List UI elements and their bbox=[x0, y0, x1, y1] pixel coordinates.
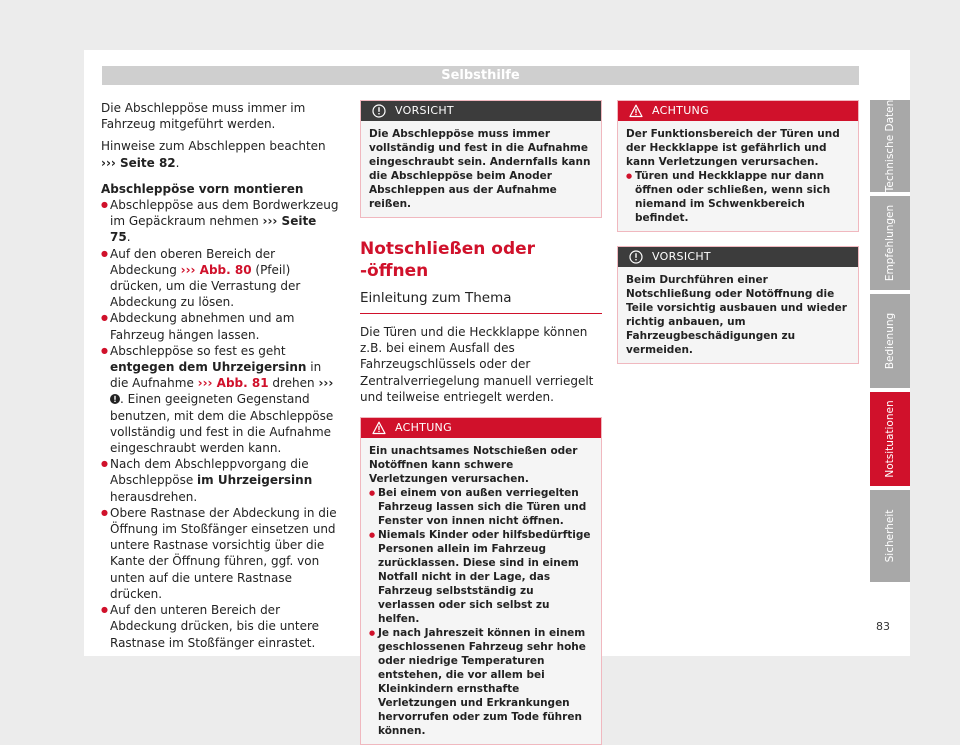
warning-header: ACHTUNG bbox=[618, 101, 858, 121]
tab-bedienung[interactable]: Bedienung bbox=[870, 294, 910, 388]
info-circle-icon bbox=[372, 104, 386, 118]
list-item: ● Auf den oberen Bereich der Abdeckung ››› Abb. 80 (Pfeil) drücken, um die Verrastung der Abdeckung zu lösen. bbox=[101, 246, 341, 311]
warning-header: ACHTUNG bbox=[361, 418, 601, 438]
subheading: Abschleppöse vorn montieren bbox=[101, 181, 304, 196]
caution-text: Die Abschleppöse muss immer vollständig und fest in die Aufnahme eingeschraubt sein. Andernfalls kann die Abschleppöse beim Anoder Abschleppen aus der Aufnahme reißen. bbox=[361, 121, 601, 217]
tab-empfehlungen[interactable]: Empfehlungen bbox=[870, 196, 910, 290]
page-header: Selbsthilfe bbox=[102, 66, 859, 85]
tab-technische-daten[interactable]: Technische Daten bbox=[870, 100, 910, 192]
tab-sicherheit[interactable]: Sicherheit bbox=[870, 490, 910, 582]
caution-header: VORSICHT bbox=[618, 247, 858, 267]
figure-reference-link[interactable]: ››› Abb. 80 bbox=[180, 262, 252, 277]
page-number: 83 bbox=[876, 620, 890, 633]
section-title: Notschließen oder -öffnen bbox=[360, 239, 536, 281]
column-middle bbox=[360, 100, 602, 745]
section-subtitle: Einleitung zum Thema bbox=[360, 289, 602, 314]
caution-box bbox=[360, 100, 602, 218]
list-item: ● Auf den unteren Bereich der Abdeckung drücken, bis die untere Rastnase im Stoßfänger einrastet. bbox=[101, 602, 341, 651]
list-item: ● Abschleppöse so fest es geht entgegen dem Uhrzeigersinn in die Aufnahme ››› Abb. 81 drehen ››› . Einen geeigneten Gegenstand benutzen, mit dem die Abschleppöse vollständig und fest in die Aufnahme eingeschraubt werden kann. bbox=[101, 343, 341, 456]
page-reference-link[interactable]: ››› Seite 82 bbox=[101, 155, 176, 170]
column-left bbox=[101, 100, 341, 651]
caution-header: VORSICHT bbox=[361, 101, 601, 121]
figure-reference-link[interactable]: ››› Abb. 81 bbox=[197, 376, 269, 391]
warning-body bbox=[618, 121, 858, 231]
warning-box bbox=[617, 100, 859, 232]
warning-text: Ein unachtsames Notschießen oder Notöffnen kann schwere Verletzungen verursachen. bbox=[369, 445, 578, 486]
paragraph: Hinweise zum Abschleppen beachten ››› Seite 82. bbox=[101, 139, 326, 170]
caution-text: Beim Durchführen einer Notschließung oder Notöffnung die Teile vorsichtig ausbauen und wieder richtig anbauen, um Fahrzeugbeschädigungen zu vermeiden. bbox=[618, 267, 858, 363]
info-circle-icon bbox=[629, 250, 643, 264]
paragraph: Die Abschleppöse muss immer im Fahrzeug mitgeführt werden. bbox=[101, 101, 306, 132]
warning-triangle-icon bbox=[629, 104, 643, 118]
warning-box bbox=[360, 417, 602, 745]
exclamation-circle-icon bbox=[110, 394, 120, 404]
page-reference-link[interactable]: ››› Seite 75 bbox=[110, 214, 317, 245]
list-item: ● Abdeckung abnehmen und am Fahrzeug hängen lassen. bbox=[101, 310, 341, 342]
list-item: ● Abschleppöse aus dem Bordwerkzeug im Gepäckraum nehmen ››› Seite 75. bbox=[101, 197, 341, 246]
warning-body bbox=[361, 438, 601, 744]
warning-bullet: ● Türen und Heckklappe nur dann öffnen oder schließen, wenn sich niemand im Schwenkbereich befindet. bbox=[626, 169, 850, 225]
tab-notsituationen[interactable]: Notsituationen bbox=[870, 392, 910, 486]
warning-bullet: ● Bei einem von außen verriegelten Fahrzeug lassen sich die Türen und Fenster von innen nicht öffnen. bbox=[369, 486, 593, 528]
list-item: ● Nach dem Abschleppvorgang die Abschleppöse im Uhrzeigersinn herausdrehen. bbox=[101, 456, 341, 505]
caution-box bbox=[617, 246, 859, 364]
list-item: ● Obere Rastnase der Abdeckung in die Öffnung im Stoßfänger einsetzen und untere Rastnase vorsichtig über die Kante der Öffnung führen, ggf. von unten auf die untere Rastnase drücken. bbox=[101, 505, 341, 602]
warning-bullet: ● Je nach Jahreszeit können in einem geschlossenen Fahrzeug sehr hohe oder niedrige Temperaturen entstehen, die vor allem bei Kleinkindern ernsthafte Verletzungen und Erkrankungen hervorrufen oder zum Tode führen können. bbox=[369, 626, 593, 738]
warning-reference-link[interactable]: ››› bbox=[110, 376, 333, 406]
column-right bbox=[617, 100, 859, 364]
warning-text: Der Funktionsbereich der Türen und der Heckklappe ist gefährlich und kann Verletzungen verursachen. bbox=[626, 128, 840, 168]
warning-triangle-icon bbox=[372, 421, 386, 435]
paragraph: Die Türen und die Heckklappe können z.B. bei einem Ausfall des Fahrzeugschlüssels oder der Zentralverriegelung manuell verriegelt und teilweise entriegelt werden. bbox=[360, 325, 594, 404]
warning-bullet: ● Niemals Kinder oder hilfsbedürftige Personen allein im Fahrzeug zurücklassen. Diese sind in einem Notfall nicht in der Lage, das Fahrzeug selbstständig zu verlassen oder sich selbst zu helfen. bbox=[369, 528, 593, 626]
